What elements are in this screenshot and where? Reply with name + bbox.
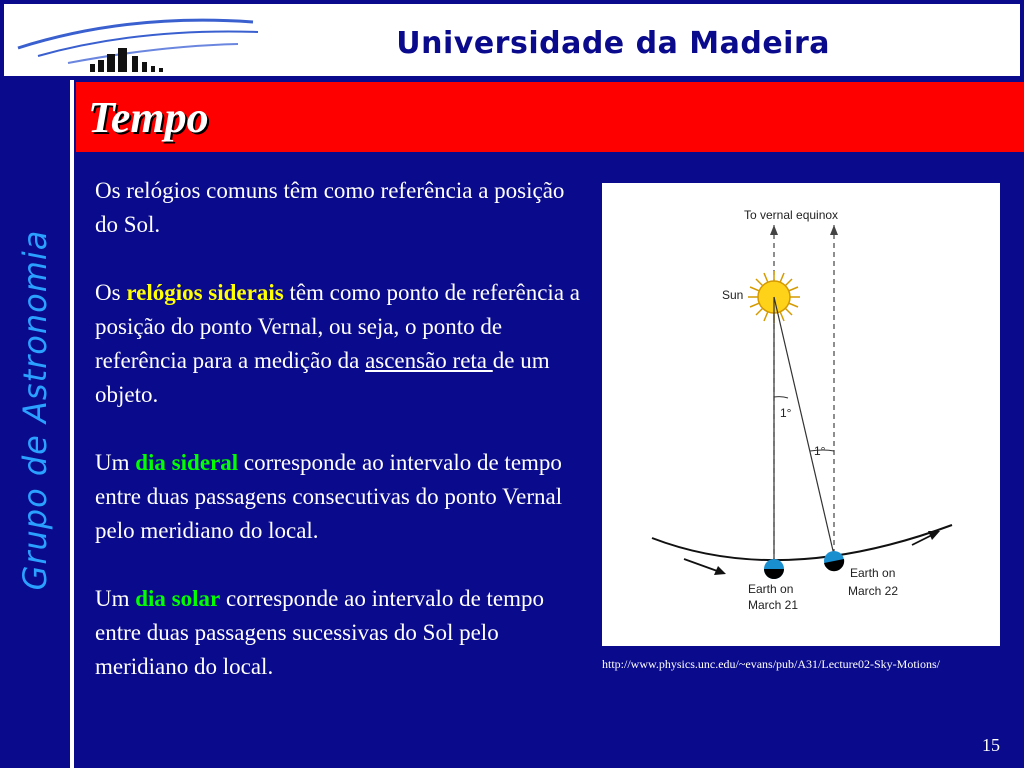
term-sidereal-day: dia sideral (135, 450, 239, 475)
arrowhead-1 (770, 225, 778, 235)
header-banner (4, 4, 1020, 76)
term-solar-day: dia solar (135, 586, 221, 611)
paragraph-2-end: de um objeto. (95, 348, 550, 407)
slide-body (95, 174, 580, 718)
sidebar-group-label: Grupo de Astronomia (16, 229, 54, 591)
label-angle-2: 1° (814, 444, 826, 458)
earth-march-21-icon (764, 559, 784, 579)
paragraph-3-end: corresponde ao intervalo de tempo entre duas passagens consecutivas do ponto Vernal pelo meridiano do local. (95, 450, 563, 543)
diagram-svg (602, 183, 1000, 646)
label-earth-march-22-line2: March 22 (848, 584, 899, 598)
paragraph-3-start: Um (95, 450, 136, 475)
paragraph-4-start: Um (95, 586, 136, 611)
arrowhead-2 (830, 225, 838, 235)
label-sun: Sun (722, 288, 744, 302)
slide-title: Tempo (88, 93, 209, 142)
orbit-arrow-left (684, 559, 720, 572)
sidebar-divider (70, 80, 74, 768)
earth-orbit (652, 525, 952, 560)
paragraph-clocks (95, 174, 580, 242)
angle-arc-1 (774, 397, 788, 398)
link-right-ascension[interactable]: ascensão reta (365, 348, 493, 373)
earth-march-22-icon (824, 551, 844, 571)
label-vernal-equinox: To vernal equinox (744, 208, 839, 222)
source-url[interactable]: http://www.physics.unc.edu/~evans/pub/A31/Lecture02-Sky-Motions/ (602, 657, 941, 671)
slide-title-bar (76, 82, 1024, 152)
university-name: Universidade da Madeira (396, 26, 830, 61)
university-logo (8, 8, 268, 80)
paragraph-solar-day (95, 582, 580, 684)
sidereal-day-diagram (602, 183, 1000, 646)
paragraph-sidereal-day (95, 446, 580, 548)
paragraph-4-end: corresponde ao intervalo de tempo entre duas passagens sucessivas do Sol pelo meridiano do local. (95, 586, 545, 679)
header (0, 0, 1024, 78)
label-angle-1: 1° (780, 406, 792, 420)
label-earth-march-21-line1: Earth on (748, 582, 794, 596)
paragraph-sidereal-clocks (95, 276, 580, 412)
paragraph-1-text: Os relógios comuns têm como referência a posição do Sol. (95, 178, 565, 237)
label-earth-march-22-line1: Earth on (850, 566, 896, 580)
paragraph-2-start: Os (95, 280, 127, 305)
paragraph-2-middle: têm como ponto de referência a posição do ponto Vernal, ou seja, o ponto de referência para a medição da (95, 280, 580, 373)
label-earth-march-21-line2: March 21 (748, 598, 799, 612)
sun-earth-line-2 (774, 297, 834, 555)
page-number: 15 (982, 735, 1000, 755)
term-sidereal-clocks: relógios siderais (126, 280, 284, 305)
